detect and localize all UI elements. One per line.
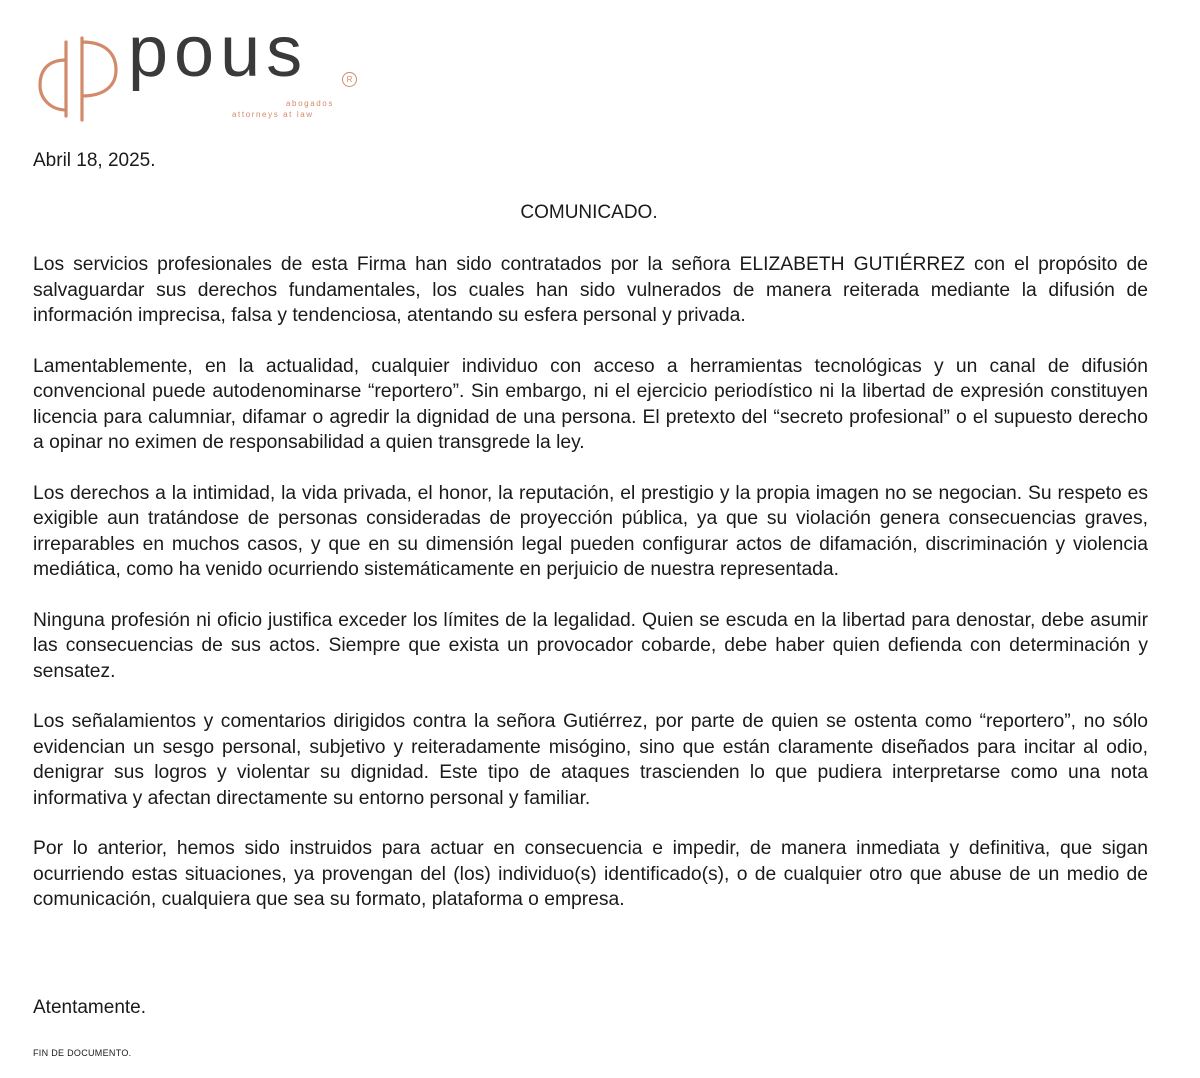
logo-tagline-attorneys: attorneys at law: [232, 110, 314, 119]
paragraph-5: Los señalamientos y comentarios dirigidos contra la señora Gutiérrez, por parte de quien se ostenta como “reportero”, no sólo evidencian un sesgo personal, subjetivo y reiteradamente misógino, sino que están claramente diseñados para incitar al odio, denigrar sus logros y violentar su dignidad. Este tipo de ataques trascienden lo que pudiera interpretarse como una nota informativa y afectan directamente su entorno personal y familiar.: [33, 711, 1148, 809]
paragraph-4: Ninguna profesión ni oficio justifica exceder los límites de la legalidad. Quien se escuda en la libertad para denostar, debe asumir las consecuencias de sus actos. Siempre que exista un provocador cobarde, debe haber quien defienda con determinación y sensatez.: [33, 609, 1148, 682]
firm-logo: [36, 12, 376, 125]
paragraph-3: Los derechos a la intimidad, la vida privada, el honor, la reputación, el prestigio y la propia imagen no se negocian. Su respeto es exigible aun tratándose de personas consideradas de proyección pública, ya que su violación genera consecuencias graves, irreparables en muchos casos, y que en su dimensión legal pueden configurar actos de difamación, discriminación y violencia mediática, como ha venido ocurriendo sistemáticamente en perjuicio de nuestra representada.: [33, 482, 1148, 580]
pous-monogram-icon: [36, 30, 126, 125]
document-body: [33, 252, 1148, 938]
document-date: Abril 18, 2025.: [33, 150, 156, 171]
paragraph-1: Los servicios profesionales de esta Firma han sido contratados por la señora ELIZABETH GUTIÉRREZ con el propósito de salvaguardar sus derechos fundamentales, los cuales han sido vulnerados de manera reiterada mediante la difusión de información imprecisa, falsa y tendenciosa, atentando su esfera personal y privada.: [33, 254, 1148, 326]
signoff: Atentamente.: [33, 997, 147, 1018]
document-title: COMUNICADO.: [520, 202, 658, 223]
logo-tagline-abogados: abogados: [286, 99, 334, 108]
paragraph-2: Lamentablemente, en la actualidad, cualquier individuo con acceso a herramientas tecnológicas y un canal de difusión convencional puede autodenominarse “reportero”. Sin embargo, ni el ejercicio periodístico ni la libertad de expresión constituyen licencia para calumniar, difamar o agredir la dignidad de una persona. El pretexto del “secreto profesional” o el supuesto derecho a opinar no eximen de responsabilidad a quien transgrede la ley.: [33, 355, 1148, 453]
end-of-document-note: FIN DE DOCUMENTO.: [33, 1048, 132, 1058]
paragraph-6: Por lo anterior, hemos sido instruidos para actuar en consecuencia e impedir, de manera inmediata y definitiva, que sigan ocurriendo estas situaciones, ya provengan del (los) individuo(s) identificado(s), o de cualquier otro que abuse de un medio de comunicación, cualquiera que sea su formato, plataforma o empresa.: [33, 838, 1148, 910]
logo-wordmark: pous: [128, 12, 309, 92]
registered-mark: R: [342, 72, 357, 87]
